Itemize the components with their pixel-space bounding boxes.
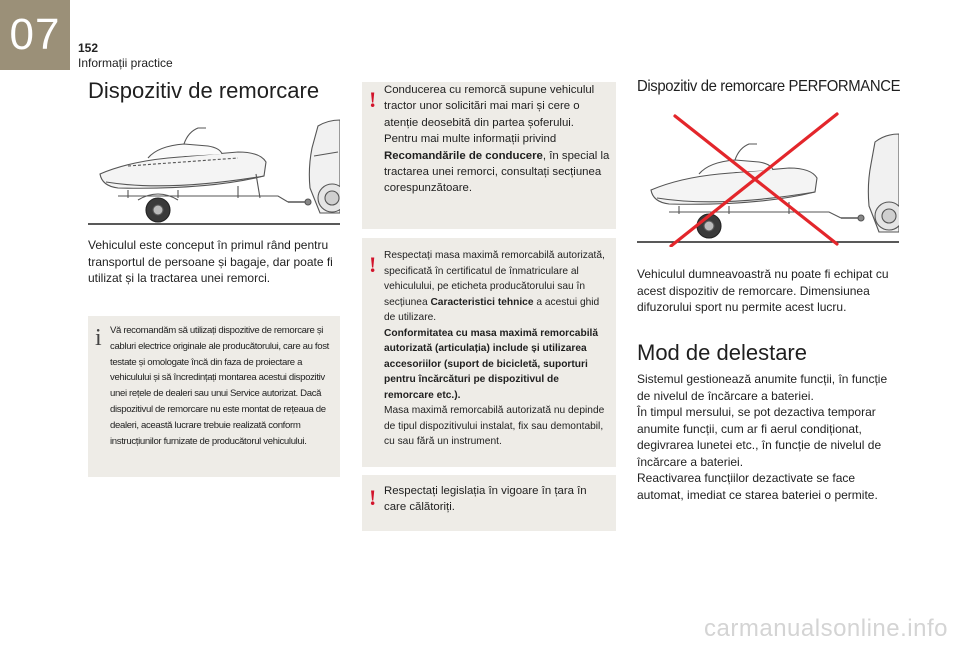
page-number: 152 [78, 41, 99, 55]
warning-box-driving [362, 82, 616, 229]
warning-icon: ! [369, 252, 377, 277]
towing-title: Dispozitiv de remorcare [88, 78, 320, 103]
warning-box-legislation [362, 475, 616, 531]
warning-text-legislation: Respectați legislația în vigoare în țara în care călătoriți. [384, 485, 587, 513]
chapter-tab: 07 [0, 0, 70, 70]
info-text: Vă recomandăm să utilizați dispozitive de remorcare și cabluri electrice originale ale producătorului, care au fost testate și omologate încă din faza de proiectare a vehiculului și să încredințați montarea acestui dispozitiv unei rețele de dealeri sau unui Service autorizat. Dacă dispozitivul de remorcare nu este montat de rețeaua de dealeri, această lucrare trebuie realizată conform instrucțiunilor furnizate de producătorul vehiculului. [110, 325, 329, 447]
jetski-trailer-crossed-illustration [637, 112, 899, 247]
warning-icon: ! [369, 485, 377, 510]
info-icon: i [95, 325, 102, 351]
performance-text: Vehiculul dumneavoastră nu poate fi echipat cu acest dispozitiv de remorcare. Dimensiunea difuzorului sport nu permite acest lucru. [637, 267, 889, 314]
towing-intro: Vehiculul este conceput în primul rând pentru transportul de persoane și bagaje, dar poate fi utilizat și la tractarea unei remorci. [88, 238, 333, 285]
watermark: carmanualsonline.info [704, 615, 948, 642]
warning-text-mass: Respectați masa maximă remorcabilă autorizată, specificată în certificatul de înmatriculare al vehiculului, pe eticheta producătorului sau în secțiunea Caracteristici tehnice a acestui ghid de utilizare. Conformitatea cu masa maximă remorcabilă autorizată (articulația) include și utilizarea accesoriilor (suport de bicicletă, suporturi pentru încărcături pe dispozitivul de remorcare etc.). Masa maximă remorcabilă autorizată nu depinde de tipul dispozitivului instalat, fix sau demontabil, cu sau fără un instrument. [384, 250, 605, 447]
warning-text-driving: Conducerea cu remorcă supune vehiculul tractor unor solicitări mai mari și cere o atenție deosebită din partea șoferului. Pentru mai multe informații privind Recomandările de conducere, în special la tractarea unei remorci, consultați secțiunea corespunzătoare. [384, 84, 610, 195]
load-shedding-text: Sistemul gestionează anumite funcții, în funcție de nivelul de încărcare a bateriei. În timpul mersului, se pot dezactiva temporar anumite funcții, cum ar fi aerul condiționat, degivrarea lunetei etc., în funcție de nivelul de încărcare a bateriei. Reactivarea funcțiilor dezactivate se face automat, imediat ce starea bateriei o permite. [637, 372, 888, 502]
section-name: Informații practice [78, 56, 173, 70]
performance-title: Dispozitiv de remorcare PERFORMANCE [637, 78, 901, 95]
info-box [88, 316, 340, 477]
warning-box-mass [362, 238, 616, 467]
warning-icon: ! [369, 87, 377, 112]
load-shedding-title: Mod de delestare [637, 340, 807, 365]
jetski-trailer-illustration [88, 118, 340, 228]
